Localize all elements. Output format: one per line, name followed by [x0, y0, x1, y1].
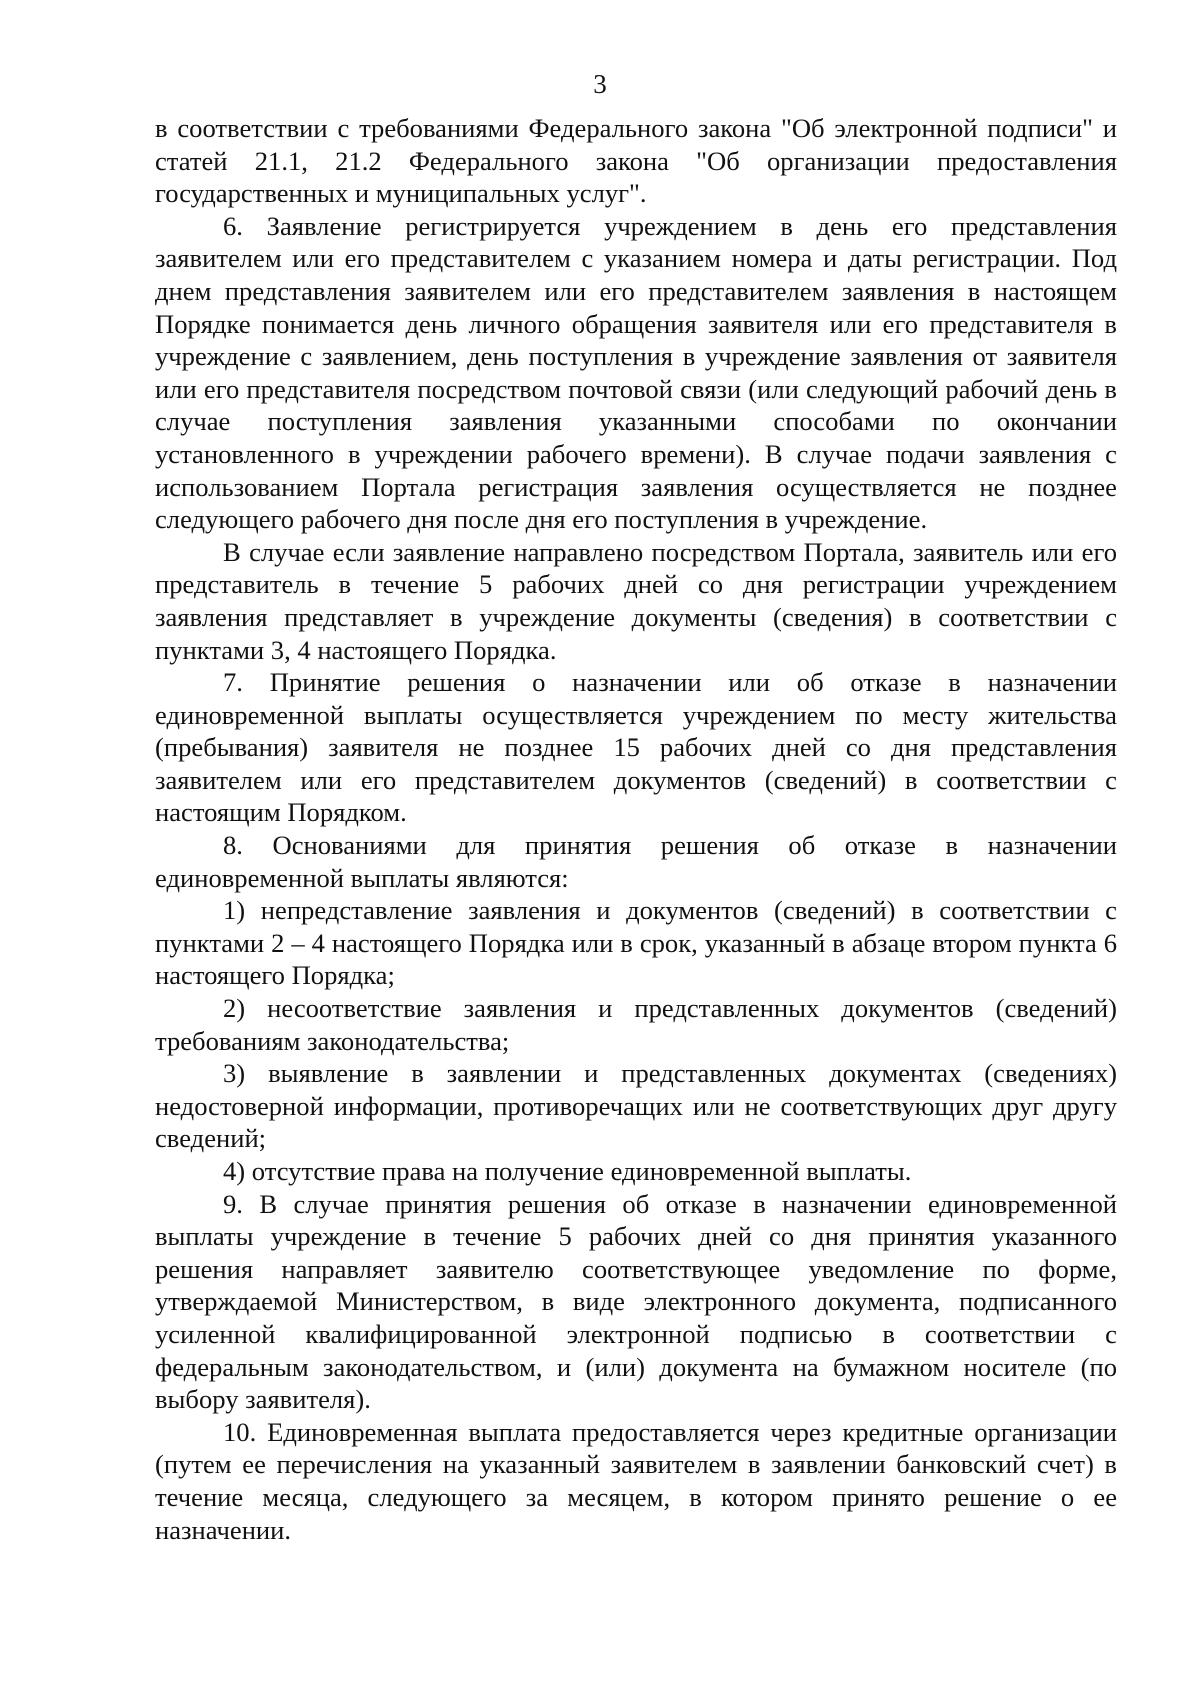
- list-item: 4) отсутствие права на получение единовременной выплаты.: [223, 1156, 912, 1186]
- paragraph: 6. Заявление регистрируется учреждением в день его представления заявителем или его представителем с указанием номера и даты регистрации. Под днем представления заявителем или его представителем заявления в настоящем Порядке понимается день личного обращения заявителя или его представителя в учреждение с заявлением, день поступления в учреждение заявления от заявителя или его представителя посредством почтовой связи (или следующий рабочий день в случае поступления заявления указанными способами по окончании установленного в учреждении рабочего времени). В случае подачи заявления с использованием Портала регистрация заявления осуществляется не позднее следующего рабочего дня после дня его поступления в учреждение.: [155, 210, 1117, 535]
- paragraph: 7. Принятие решения о назначении или об отказе в назначении единовременной выплаты осуществляется учреждением по месту жительства (пребывания) заявителя не позднее 15 рабочих дней со дня представления заявителем или его представителем документов (сведений) в соответствии с настоящим Порядком.: [155, 667, 1117, 828]
- paragraph: 8. Основаниями для принятия решения об отказе в назначении единовременной выплаты являются:: [155, 830, 1117, 893]
- list-item: 2) несоответствие заявления и представленных документов (сведений) требованиям законодательства;: [155, 993, 1117, 1056]
- list-item: 3) выявление в заявлении и представленных документах (сведениях) недостоверной информации, противоречащих или не соответствующих друг другу сведений;: [155, 1058, 1117, 1154]
- list-item: 1) непредставление заявления и документов (сведений) в соответствии с пунктами 2 – 4 настоящего Порядка или в срок, указанный в абзаце втором пункта 6 настоящего Порядка;: [155, 895, 1117, 991]
- paragraph: В случае если заявление направлено посредством Портала, заявитель или его представитель в течение 5 рабочих дней со дня регистрации учреждением заявления представляет в учреждение документы (сведения) в соответствии с пунктами 3, 4 настоящего Порядка.: [155, 536, 1117, 665]
- page-number: 3: [593, 69, 607, 99]
- document-body: [155, 112, 1117, 1546]
- paragraph: в соответствии с требованиями Федерального закона "Об электронной подписи" и статей 21.1, 21.2 Федерального закона "Об организации предоставления государственных и муниципальных услуг".: [155, 113, 1117, 209]
- paragraph: 10. Единовременная выплата предоставляется через кредитные организации (путем ее перечисления на указанный заявителем в заявлении банковский счет) в течение месяца, следующего за месяцем, в котором принято решение о ее назначении.: [155, 1416, 1117, 1545]
- paragraph: 9. В случае принятия решения об отказе в назначении единовременной выплаты учреждение в течение 5 рабочих дней со дня принятия указанного решения направляет заявителю соответствующее уведомление по форме, утверждаемой Министерством, в виде электронного документа, подписанного усиленной квалифицированной электронной подписью в соответствии с федеральным законодательством, и (или) документа на бумажном носителе (по выбору заявителя).: [155, 1188, 1117, 1415]
